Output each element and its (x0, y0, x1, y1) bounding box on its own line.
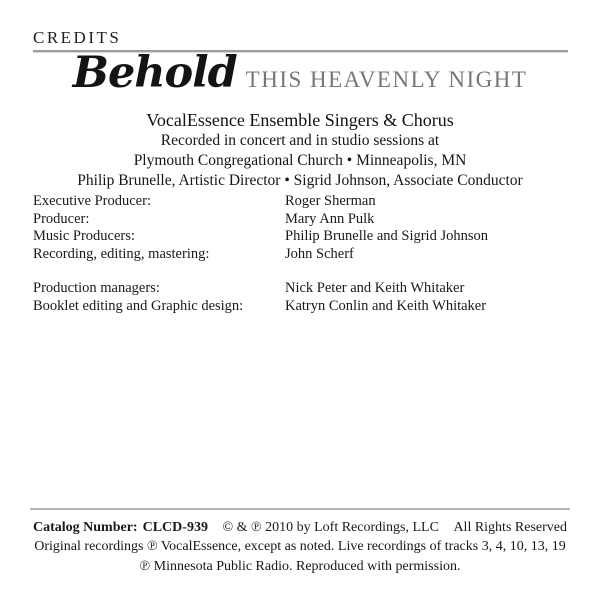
credit-row (33, 246, 580, 264)
credit-row (33, 280, 580, 298)
credit-label: Executive Producer: (33, 193, 151, 209)
credit-row (33, 298, 580, 316)
album-title-caps: THIS HEAVENLY NIGHT (245, 67, 528, 92)
ensemble-name: VocalEssence Ensemble Singers & Chorus (146, 110, 454, 130)
credit-label: Music Producers: (33, 228, 135, 244)
radio-permission-line: ℗ Minnesota Public Radio. Reproduced with permission. (139, 559, 461, 574)
recordings-note-line: Original recordings ℗ VocalEssence, except as noted. Live recordings of tracks 3, 4, 10, 13, 19 (34, 539, 566, 554)
catalog-label: Catalog Number: (33, 520, 138, 535)
credit-value: Mary Ann Pulk (285, 210, 375, 227)
footer-rule (30, 508, 570, 510)
credit-value: Katryn Conlin and Keith Whitaker (285, 297, 487, 314)
credit-value: Nick Peter and Keith Whitaker (285, 280, 465, 296)
section-heading: CREDITS (33, 28, 122, 47)
directors-line: Philip Brunelle, Artistic Director • Sigrid Johnson, Associate Conductor (77, 172, 523, 189)
catalog-group (33, 518, 208, 537)
credits-group-production (33, 193, 580, 263)
recording-note-line: Recorded in concert and in studio sessions at (160, 132, 440, 149)
credit-label: Production managers: (33, 280, 160, 296)
credit-value: Philip Brunelle and Sigrid Johnson (285, 228, 488, 244)
credits-list (33, 193, 580, 315)
catalog-line (30, 518, 570, 537)
credit-label: Recording, editing, mastering: (33, 245, 210, 262)
credit-value: John Scherf (285, 245, 354, 262)
credit-row (33, 211, 580, 229)
album-title-script: Behold (72, 48, 237, 98)
catalog-number: CLCD-939 (142, 520, 208, 535)
copyright-text: © & ℗ 2010 by Loft Recordings, LLC (222, 520, 439, 535)
credit-label: Booklet editing and Graphic design: (33, 297, 244, 314)
credit-row (33, 193, 580, 211)
footer (30, 508, 570, 577)
credit-value: Roger Sherman (285, 193, 376, 209)
album-title-block (0, 48, 600, 191)
venue-line: Plymouth Congregational Church • Minneapolis, MN (133, 152, 467, 169)
credit-row (33, 228, 580, 246)
credit-label: Producer: (33, 210, 90, 227)
album-title (0, 48, 600, 108)
rights-text: All Rights Reserved (453, 520, 567, 535)
credits-group-booklet (33, 280, 580, 315)
